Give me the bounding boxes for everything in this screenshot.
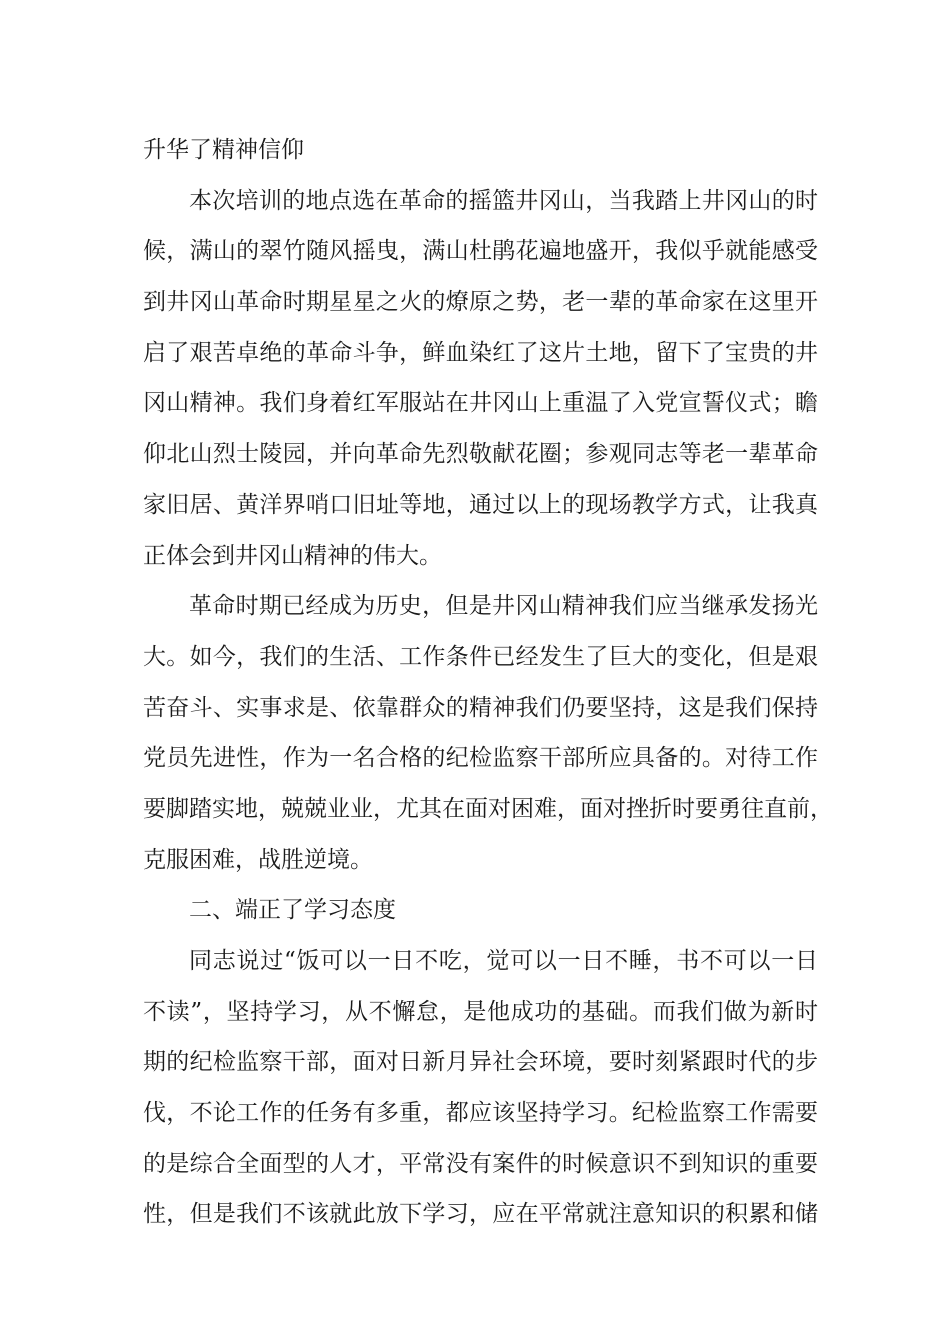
text-line: 升华了精神信仰 — [143, 137, 304, 163]
text-line: 启了艰苦卓绝的革命斗争，鲜血染红了这片土地，留下了宝贵的井 — [143, 339, 818, 366]
text-line: 党员先进性，作为一名合格的纪检监察干部所应具备的。对待工作 — [143, 745, 818, 772]
text-line: 仰北山烈士陵园，并向革命先烈敬献花圈；参观同志等老一辈革命 — [143, 441, 818, 468]
body-text — [143, 125, 833, 1240]
text-line: 大。如今，我们的生活、工作条件已经发生了巨大的变化，但是艰 — [143, 643, 818, 670]
paragraph-end-line: 克服困难，战胜逆境。 — [143, 846, 373, 873]
text-line: 不读”，坚持学习，从不懈怠，是他成功的基础。而我们做为新时 — [143, 998, 818, 1025]
text-line: 的是综合全面型的人才，平常没有案件的时候意识不到知识的重要 — [143, 1150, 818, 1177]
text-line: 家旧居、黄洋界哨口旧址等地，通过以上的现场教学方式，让我真 — [143, 491, 818, 518]
paragraph-start-line: 同志说过“饭可以一日不吃，觉可以一日不睡，书不可以一日 — [189, 948, 818, 974]
text-line: 要脚踏实地，兢兢业业，尤其在面对困难，面对挫折时要勇往直前， — [143, 795, 833, 822]
text-line: 伐，不论工作的任务有多重，都应该坚持学习。纪检监察工作需要 — [143, 1100, 818, 1127]
text-line: 冈山精神。我们身着红军服站在井冈山上重温了入党宣誓仪式；瞻 — [143, 390, 818, 417]
text-line: 性，但是我们不该就此放下学习，应在平常就注意知识的积累和储 — [143, 1201, 818, 1228]
section-heading: 二、端正了学习态度 — [189, 897, 396, 924]
text-line: 期的纪检监察干部，面对日新月异社会环境，要时刻紧跟时代的步 — [143, 1049, 818, 1076]
text-line: 候，满山的翠竹随风摇曳，满山杜鹃花遍地盛开，我似乎就能感受 — [143, 238, 818, 265]
text-line: 到井冈山革命时期星星之火的燎原之势，老一辈的革命家在这里开 — [143, 289, 818, 316]
paragraph-start-line: 本次培训的地点选在革命的摇篮井冈山，当我踏上井冈山的时 — [189, 187, 818, 214]
paragraph-end-line: 正体会到井冈山精神的伟大。 — [143, 542, 442, 569]
paragraph-start-line: 革命时期已经成为历史，但是井冈山精神我们应当继承发扬光 — [189, 593, 818, 620]
text-line: 苦奋斗、实事求是、依靠群众的精神我们仍要坚持，这是我们保持 — [143, 694, 818, 721]
